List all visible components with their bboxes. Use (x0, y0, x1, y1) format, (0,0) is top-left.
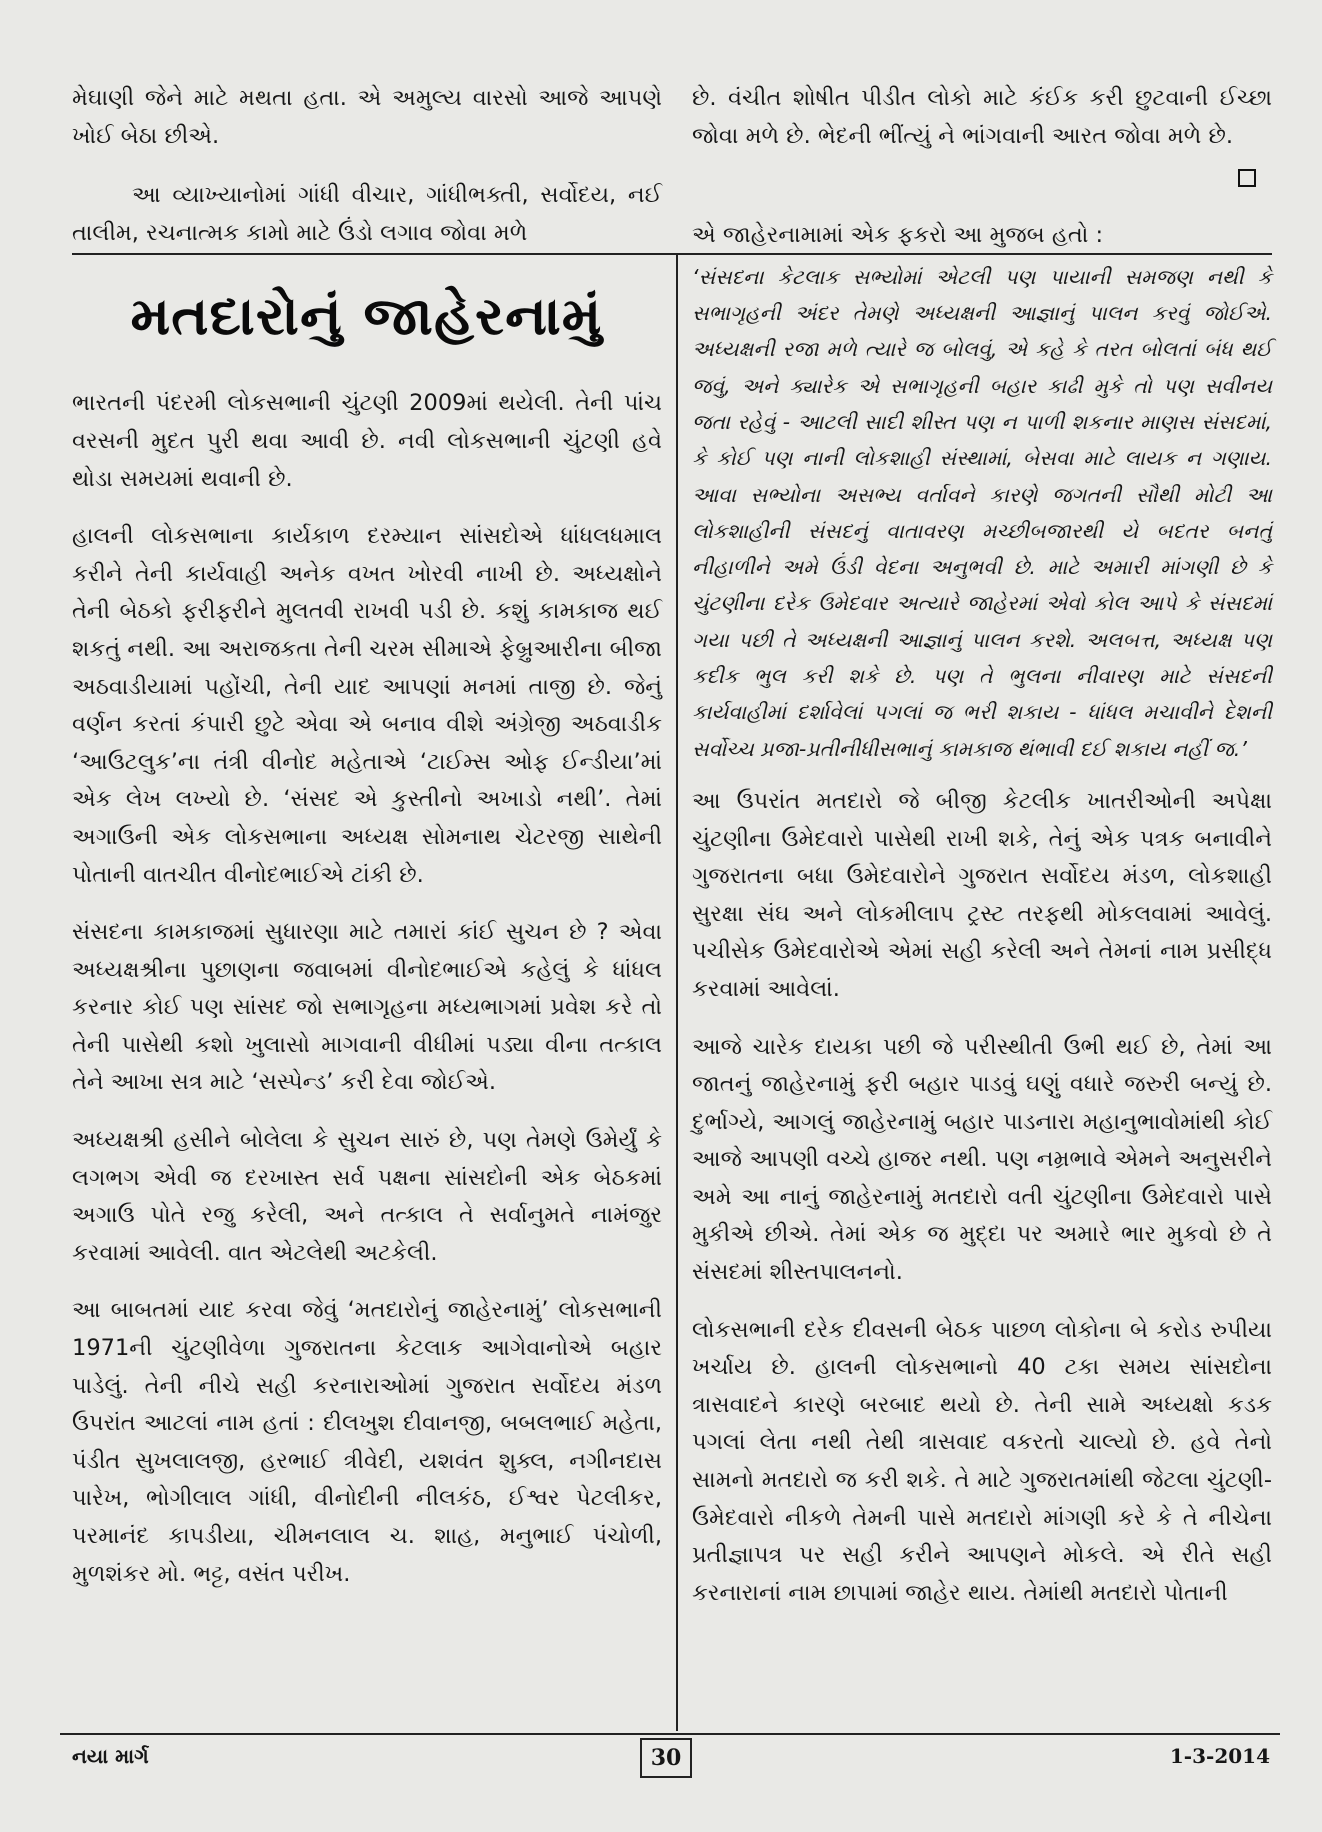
page-number: 30 (640, 1738, 692, 1778)
left-column (72, 80, 662, 1613)
publication-name: નયા માર્ગ (72, 1744, 149, 1768)
body-paragraph: લોકસભાની દરેક દીવસની બેઠક પાછળ લોકોના બે કરોડ રુપીયા ખર્ચાય છે. હાલની લોકસભાનો 40 ટકા સમય સાંસદોના ત્રાસવાદને કારણે બરબાદ થયો છે. તેની સામે અધ્યક્ષો કડક પગલાં લેતા નથી તેથી ત્રાસવાદ વકરતો ચાલ્યો છે. હવે તેનો સામનો મતદારો જ કરી શકે. તે માટે ગુજરાતમાંથી જેટલા ચુંટણી-ઉમેદવારો નીકળે તેમની પાસે મતદારો માંગણી કરે કે તે નીચેના પ્રતીજ્ઞાપત્ર પર સહી કરીને આપણને મોકલે. એ રીતે સહી કરનારાનાં નામ છાપામાં જાહેર થાય. તેમાંથી મતદારો પોતાની (692, 1316, 1272, 1606)
end-of-article-square-icon (1238, 169, 1256, 187)
carryover-paragraph: છે. વંચીત શોષીત પીડીત લોકો માટે કંઈક કરી છુટવાની ઈચ્છા જોવા મળે છે. ભેદની ભીંત્યું ને ભાંગવાની આરત જોવા મળે છે. (692, 85, 1272, 149)
carryover-paragraph: આ વ્યાખ્યાનોમાં ગાંધી વીચાર, ગાંધીભક્તી, સર્વોદય, નઈ તાલીમ, રચનાત્મક કામો માટે ઉંડો લગાવ જોવા મળે (72, 182, 662, 246)
body-paragraph: અધ્યક્ષશ્રી હસીને બોલેલા કે સુચન સારું છે, પણ તેમણે ઉમેર્યું કે લગભગ એવી જ દરખાસ્ત સર્વ પક્ષના સાંસદોની એક બેઠકમાં અગાઉ પોતે રજુ કરેલી, અને તત્કાલ તે સર્વાનુમતે નામંજુર કરવામાં આવેલી. વાત એટલેથી અટકેલી. (72, 1127, 662, 1266)
body-paragraph: આજે ચારેક દાયકા પછી જે પરીસ્થીતી ઉભી થઈ છે, તેમાં આ જાતનું જાહેરનામું ફરી બહાર પાડવું ઘણું વધારે જરુરી બન્યું છે. દુર્ભાગ્યે, આગલું જાહેરનામું બહાર પાડનારા મહાનુભાવોમાંથી કોઈ આજે આપણી વચ્ચે હાજર નથી. પણ નમ્રભાવે એમને અનુસરીને અમે આ નાનું જાહેરનામું મતદારો વતી ચુંટણીના ઉમેદવારો પાસે મુકીએ છીએ. તેમાં એક જ મુદ્દા પર અમારે ભાર મુકવો છે તે સંસદમાં શીસ્તપાલનનો. (692, 1033, 1272, 1286)
body-paragraph: આ બાબતમાં યાદ કરવા જેવું ‘મતદારોનું જાહેરનામું’ લોકસભાની 1971ની ચુંટણીવેળા ગુજરાતના કેટલાક આગેવાનોએ બહાર પાડેલું. તેની નીચે સહી કરનારાઓમાં ગુજરાત સર્વોદય મંડળ ઉપરાંત આટલાં નામ હતાં : દીલખુશ દીવાનજી, બબલભાઈ મહેતા, પંડીત સુખલાલજી, હરભાઈ ત્રીવેદી, યશવંત શુક્લ, નગીનદાસ પારેખ, ભોગીલાલ ગાંધી, વીનોદીની નીલકંઠ, ઈશ્વર પેટલીકર, પરમાનંદ કાપડીયા, ચીમનલાલ ચ. શાહ, મનુભાઈ પંચોળી, મુળશંકર મો. ભટ્ટ, વસંત પરીખ. (72, 1297, 662, 1587)
section-divider (72, 253, 1272, 255)
carryover-paragraph: મેઘાણી જેને માટે મથતા હતા. એ અમુલ્ય વારસો આજે આપણે ખોઈ બેઠા છીએ. (72, 85, 662, 149)
article-headline-box (72, 270, 662, 365)
manifesto-quote: ‘સંસદના કેટલાક સભ્યોમાં એટલી પણ પાયાની સમજણ નથી કે સભાગૃહની અંદર તેમણે અધ્યક્ષની આજ્ઞાનું પાલન કરવું જોઈએ. અધ્યક્ષની રજા મળે ત્યારે જ બોલવું, એ કહે કે તરત બોલતાં બંધ થઈ જવું, અને ક્યારેક એ સભાગૃહની બહાર કાઢી મુકે તો પણ સવીનય જતા રહેવું - આટલી સાદી શીસ્ત પણ ન પાળી શકનાર માણસ સંસદમાં, કે કોઈ પણ નાની લોકશાહી સંસ્થામાં, બેસવા માટે લાયક ન ગણાય. આવા સભ્યોના અસભ્ય વર્તાવને કારણે જગતની સૌથી મોટી આ લોકશાહીની સંસદનું વાતાવરણ મચ્છીબજારથી યે બદતર બનતું નીહાળીને અમે ઉંડી વેદના અનુભવી છે. માટે અમારી માંગણી છે કે ચુંટણીના દરેક ઉમેદવાર અત્યારે જાહેરમાં એવો કોલ આપે કે સંસદમાં ગયા પછી તે અધ્યક્ષની આજ્ઞાનું પાલન કરશે. અલબત્ત, અધ્યક્ષ પણ કદીક ભુલ કરી શકે છે. પણ તે ભુલના નીવારણ માટે સંસદની કાર્યવાહીમાં દર્શાવેલાં પગલાં જ ભરી શકાય - ધાંધલ મચાવીને દેશની સર્વોચ્ચ પ્રજા-પ્રતીનીધીસભાનું કામકાજ થંભાવી દઈ શકાય નહીં જ.’ (692, 264, 1272, 761)
right-column (692, 80, 1272, 1632)
body-paragraph: ભારતની પંદરમી લોકસભાની ચુંટણી 2009માં થયેલી. તેની પાંચ વરસની મુદત પુરી થવા આવી છે. નવી લોકસભાની ચુંટણી હવે થોડા સમયમાં થવાની છે. (72, 390, 662, 492)
body-paragraph: આ ઉપરાંત મતદારો જે બીજી કેટલીક ખાતરીઓની અપેક્ષા ચુંટણીના ઉમેદવારો પાસેથી રાખી શકે, તેનું એક પત્રક બનાવીને ગુજરાતના બધા ઉમેદવારોને ગુજરાત સર્વોદય મંડળ, લોકશાહી સુરક્ષા સંઘ અને લોકમીલાપ ટ્રસ્ટ તરફથી મોકલવામાં આવેલું. પચીસેક ઉમેદવારોએ એમાં સહી કરેલી અને તેમનાં નામ પ્રસીદ્ધ કરવામાં આવેલાં. (692, 787, 1272, 1002)
article-headline: મતદારોનું જાહેરનામું (130, 287, 603, 348)
quote-intro: એ જાહેરનામામાં એક ફકરો આ મુજબ હતો : (692, 222, 1104, 249)
issue-date: 1-3-2014 (1169, 1744, 1270, 1768)
body-paragraph: હાલની લોકસભાના કાર્યકાળ દરમ્યાન સાંસદોએ ધાંધલધમાલ કરીને તેની કાર્યવાહી અનેક વખત ખોરવી નાખી છે. અધ્યક્ષોને તેની બેઠકો ફરીફરીને મુલતવી રાખવી પડી છે. કશું કામકાજ થઈ શકતું નથી. આ અરાજકતા તેની ચરમ સીમાએ ફેબ્રુઆરીના બીજા અઠવાડીયામાં પહોંચી, તેની યાદ આપણાં મનમાં તાજી છે. જેનું વર્ણન કરતાં કંપારી છુટે એવા એ બનાવ વીશે અંગ્રેજી અઠવાડીક ‘આઉટલુક’ના તંત્રી વીનોદ મહેતાએ ‘ટાઈમ્સ ઓફ ઈન્ડીયા’માં એક લેખ લખ્યો છે. ‘સંસદ એ કુસ્તીનો અખાડો નથી’. તેમાં અગાઉની એક લોકસભાના અધ્યક્ષ સોમનાથ ચેટરજી સાથેની પોતાની વાતચીત વીનોદભાઈએ ટાંકી છે. (72, 523, 662, 888)
column-divider (676, 253, 678, 1731)
footer-divider (60, 1733, 1280, 1735)
body-paragraph: સંસદના કામકાજમાં સુધારણા માટે તમારાં કાંઈ સુચન છે ? એવા અધ્યક્ષશ્રીના પુછાણના જવાબમાં વીનોદભાઈએ કહેલું કે ધાંધલ કરનાર કોઈ પણ સાંસદ જો સભાગૃહના મધ્યભાગમાં પ્રવેશ કરે તો તેની પાસેથી કશો ખુલાસો માગવાની વીધીમાં પડ્યા વીના તત્કાલ તેને આખા સત્ર માટે ‘સસ્પેન્ડ’ કરી દેવા જોઈએ. (72, 919, 662, 1096)
